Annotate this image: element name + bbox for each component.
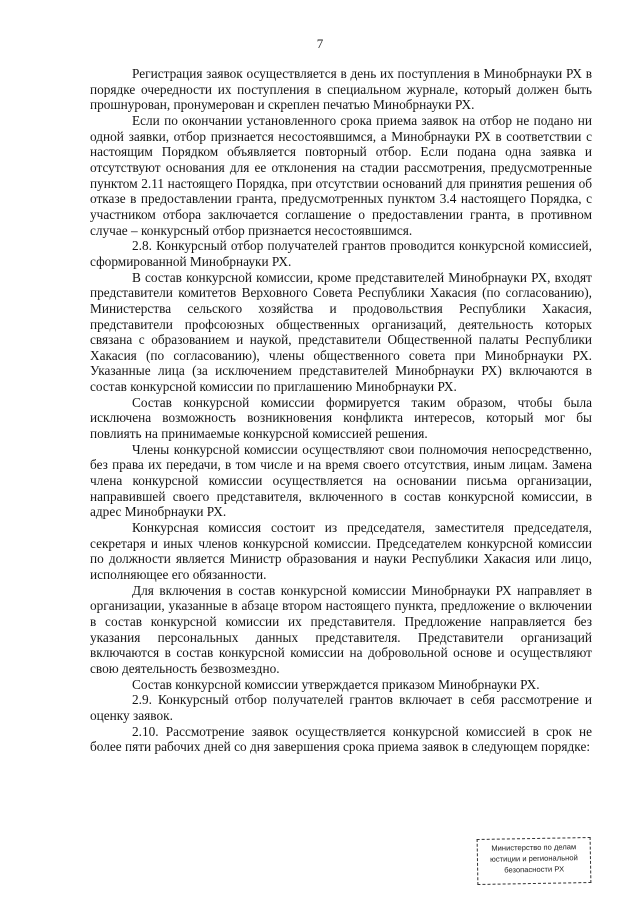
paragraph: Регистрация заявок осуществляется в день их поступления в Минобрнауки РХ в порядке очередности их поступления в специальном журнале, который должен быть прошнурован, пронумерован и скреплен печатью Минобрнауки РХ. — [90, 66, 592, 113]
paragraph: Члены конкурсной комиссии осуществляют свои полномочия непосредственно, без права их передачи, в том числе и на время своего отсутствия, иным лицам. Замена члена конкурсной комиссии осуществляется на основании письма организации, направившей своего представителя, включенного в состав конкурсной комиссии, в адрес Минобрнауки РХ. — [90, 441, 592, 520]
registration-stamp — [477, 837, 592, 885]
paragraph: Состав конкурсной комиссии формируется таким образом, чтобы была исключена возможность возникновения конфликта интересов, который мог бы повлиять на принимаемые конкурсной комиссией решения. — [90, 394, 592, 442]
paragraph: В состав конкурсной комиссии, кроме представителей Минобрнауки РХ, входят представители комитетов Верховного Совета Республики Хакасия (по согласованию), Министерства сельского хозяйства и продовольствия Республики Хакасия, представители профсоюзных общественных организаций, деятельность которых связана с образованием и наукой, представители Общественной палаты Республики Хакасия (по согласованию), члены общественного совета при Минобрнауки РХ. Указанные лица (за исключением представителей Минобрнауки РХ) включаются в состав конкурсной комиссии по приглашению Минобрнауки РХ. — [90, 269, 592, 395]
stamp-line: безопасности РХ — [504, 864, 565, 875]
paragraph: Для включения в состав конкурсной комиссии Минобрнауки РХ направляет в организации, указанные в абзаце втором настоящего пункта, предложение о включении в состав конкурсной комиссии их представителя. Предложение направляется без указания персональных данных представителя. Представители организаций включаются в состав конкурсной комиссии на добровольной основе и осуществляют свою деятельность безвозмездно. — [90, 582, 592, 676]
paragraph: Состав конкурсной комиссии утверждается приказом Минобрнауки РХ. — [132, 676, 540, 692]
stamp-line: юстиции и региональной — [490, 853, 578, 864]
paragraph: Конкурсная комиссия состоит из председателя, заместителя председателя, секретаря и иных членов конкурсной комиссии. Председателем конкурсной комиссии по должности является Министр образования и науки Республики Хакасия или лицо, исполняющее его обязанности. — [90, 520, 592, 582]
body-text — [90, 66, 592, 755]
paragraph: 2.9. Конкурсный отбор получателей грантов включает в себя рассмотрение и оценку заявок. — [90, 692, 592, 723]
page-number: 7 — [316, 36, 324, 51]
paragraph: 2.8. Конкурсный отбор получателей грантов проводится конкурсной комиссией, сформированной Минобрнауки РХ. — [90, 238, 592, 269]
paragraph: 2.10. Рассмотрение заявок осуществляется конкурсной комиссией в срок не более пяти рабочих дней со дня завершения срока приема заявок в следующем порядке: — [90, 723, 592, 755]
paragraph: Если по окончании установленного срока приема заявок на отбор не подано ни одной заявки, отбор признается несостоявшимся, а Минобрнауки РХ в соответствии с настоящим Порядком объявляется повторный отбор. Если подана одна заявка и отсутствуют основания для ее отклонения на стадии рассмотрения, предусмотренные пунктом 2.11 настоящего Порядка, при отсутствии оснований для принятия решения об отказе в предоставлении гранта, предусмотренных пунктом 3.4 настоящего Порядка, с участником отбора заключается соглашение о предоставлении гранта, в противном случае – конкурсный отбор признается несостоявшимся. — [90, 112, 592, 238]
stamp-line: Министерство по делам — [491, 842, 577, 853]
